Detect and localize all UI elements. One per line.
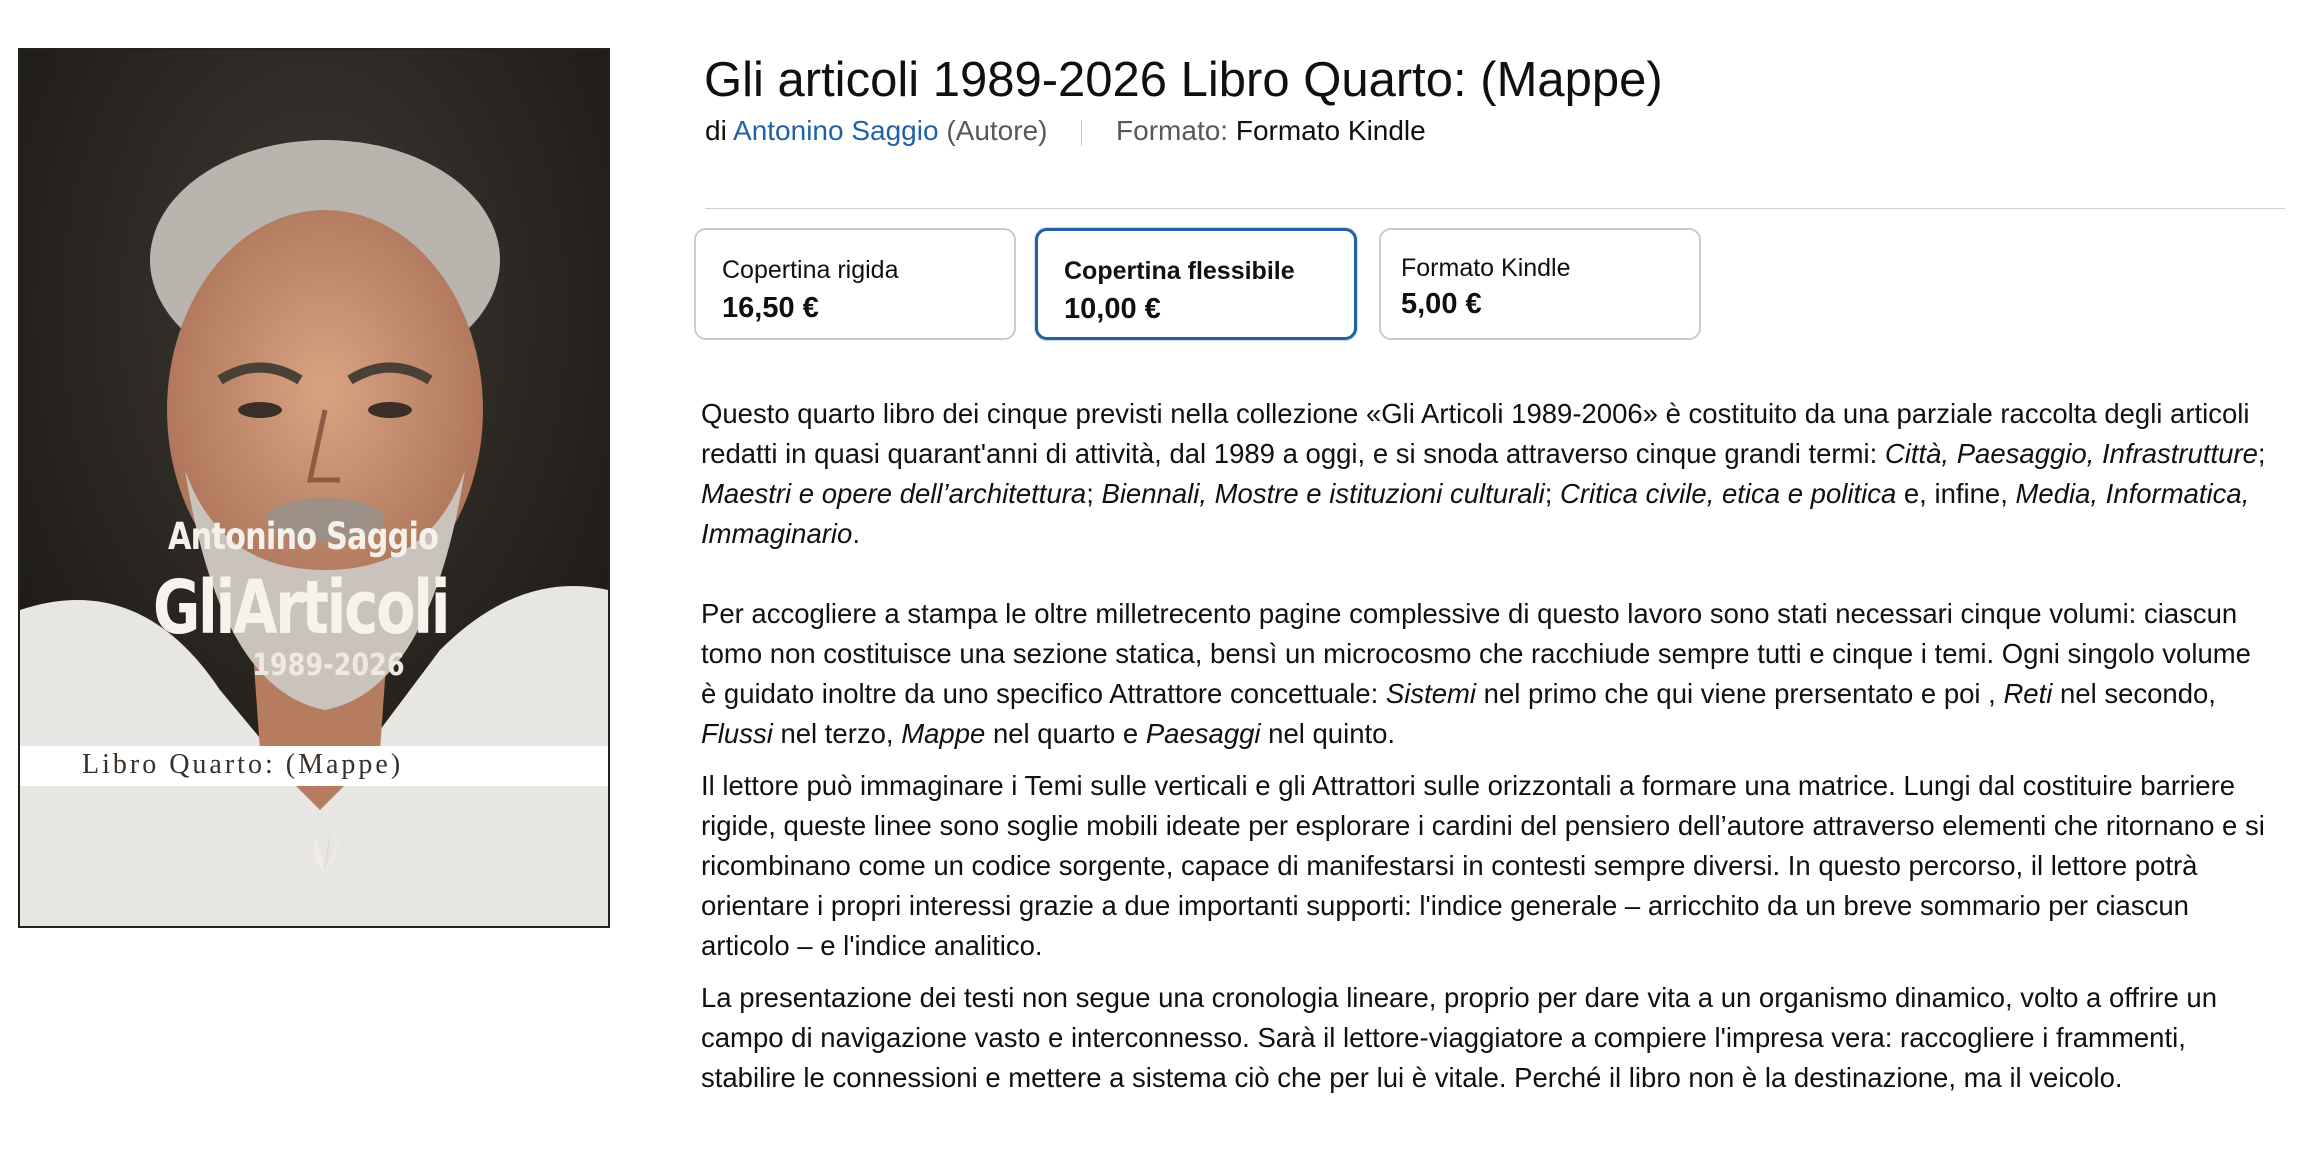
format-option-price: 16,50 € [722, 292, 819, 324]
description-paragraph [701, 594, 2271, 754]
attractor-text: Reti [2003, 678, 2053, 709]
theme-text: Critica civile, etica e politica [1560, 478, 1897, 509]
title-divider [705, 208, 2285, 209]
theme-text: Biennali, Mostre e istituzioni culturali [1101, 478, 1545, 509]
text-run: nel quarto e [985, 718, 1146, 749]
format-option-paperback[interactable] [1035, 228, 1357, 340]
byline [705, 115, 1426, 147]
author-link[interactable]: Antonino Saggio [733, 115, 939, 146]
author-role: (Autore) [946, 115, 1048, 146]
text-run: nel quinto. [1260, 718, 1396, 749]
text-run: ; [1086, 478, 1102, 509]
format-option-label: Formato Kindle [1401, 254, 1571, 282]
cover-volume-label: Libro Quarto: (Mappe) [82, 749, 404, 780]
description-paragraph: Il lettore può immaginare i Temi sulle verticali e gli Attrattori sulle orizzontali a formare una matrice. Lungi dal costituire barriere rigide, queste linee sono soglie mobili ideate per esplorare i cardini del pensiero dell’autore attraverso elementi che ritornano e si ricombinano come un codice sorgente, capace di manifestarsi in contesti sempre diversi. In questo percorso, il lettore potrà orientare i propri interessi grazie a due importanti supporti: l'indice generale – arricchito da un breve sommario per ciascun articolo – e l'indice analitico. [701, 770, 2265, 961]
text-run: nel secondo, [2052, 678, 2216, 709]
text-run: nel terzo, [772, 718, 902, 749]
format-value: Formato Kindle [1235, 115, 1426, 146]
cover-years: 1989-2026 [252, 648, 405, 683]
text-run: nel primo che qui viene prersentato e poi , [1476, 678, 2004, 709]
product-title: Gli articoli 1989-2026 Libro Quarto: (Mappe) [704, 53, 1663, 107]
text-run: Questo quarto libro dei cinque previsti nella collezione «Gli Articoli 1989-2006» è costituito da una parziale raccolta degli articoli redatti in quasi quarant'anni di attività, dal 1989 a oggi, e si snoda attraverso cinque grandi termi: [701, 398, 2250, 469]
text-run: e, infine, [1896, 478, 2016, 509]
attractor-text: Mappe [901, 718, 986, 749]
cover-author: Antonino Saggio [167, 515, 439, 558]
theme-text: Maestri e opere dell’architettura [701, 478, 1087, 509]
format-option-label: Copertina flessibile [1064, 257, 1295, 285]
format-option-hardcover[interactable] [694, 228, 1016, 340]
cover-series-title: GliArticoli [152, 565, 449, 651]
attractor-text: Paesaggi [1145, 718, 1261, 749]
product-description [701, 394, 2271, 1098]
description-paragraph: La presentazione dei testi non segue una cronologia lineare, proprio per dare vita a un organismo dinamico, volto a offrire un campo di navigazione vasto e interconnesso. Sarà il lettore-viaggiatore a compiere l'impresa vera: raccogliere i frammenti, stabilire le connessioni e mettere a sistema ciò che per lui è vitale. Perché il libro non è la destinazione, ma il veicolo. [701, 982, 2217, 1093]
by-prefix: di [705, 115, 727, 146]
format-option-kindle[interactable] [1379, 228, 1701, 340]
text-run: ; [1544, 478, 1561, 509]
text-run: ; [2257, 438, 2266, 469]
book-cover-image[interactable] [18, 48, 610, 928]
byline-separator [1081, 120, 1082, 146]
text-run: . [852, 518, 860, 549]
cover-photo [20, 50, 608, 926]
format-label: Formato: [1116, 115, 1229, 146]
attractor-text: Flussi [701, 718, 773, 749]
format-option-price: 5,00 € [1401, 288, 1482, 320]
format-option-price: 10,00 € [1064, 293, 1161, 325]
format-option-label: Copertina rigida [722, 256, 899, 284]
theme-text: Media, Informatica, Immaginario [701, 478, 2250, 549]
description-paragraph [701, 394, 2271, 554]
theme-text: Città, Paesaggio, Infrastrutture [1884, 438, 2258, 469]
attractor-text: Sistemi [1385, 678, 1477, 709]
text-run: Per accogliere a stampa le oltre milletrecento pagine complessive di questo lavoro sono stati necessari cinque volumi: ciascun tomo non costituisce una sezione statica, bensì un microcosmo che racchiude sempre tutti e cinque i temi. Ogni singolo volume è guidato inoltre da uno specifico Attrattore concettuale: [701, 598, 2251, 709]
cover-volume-band [20, 746, 608, 786]
publisher-logo-icon [304, 828, 344, 878]
